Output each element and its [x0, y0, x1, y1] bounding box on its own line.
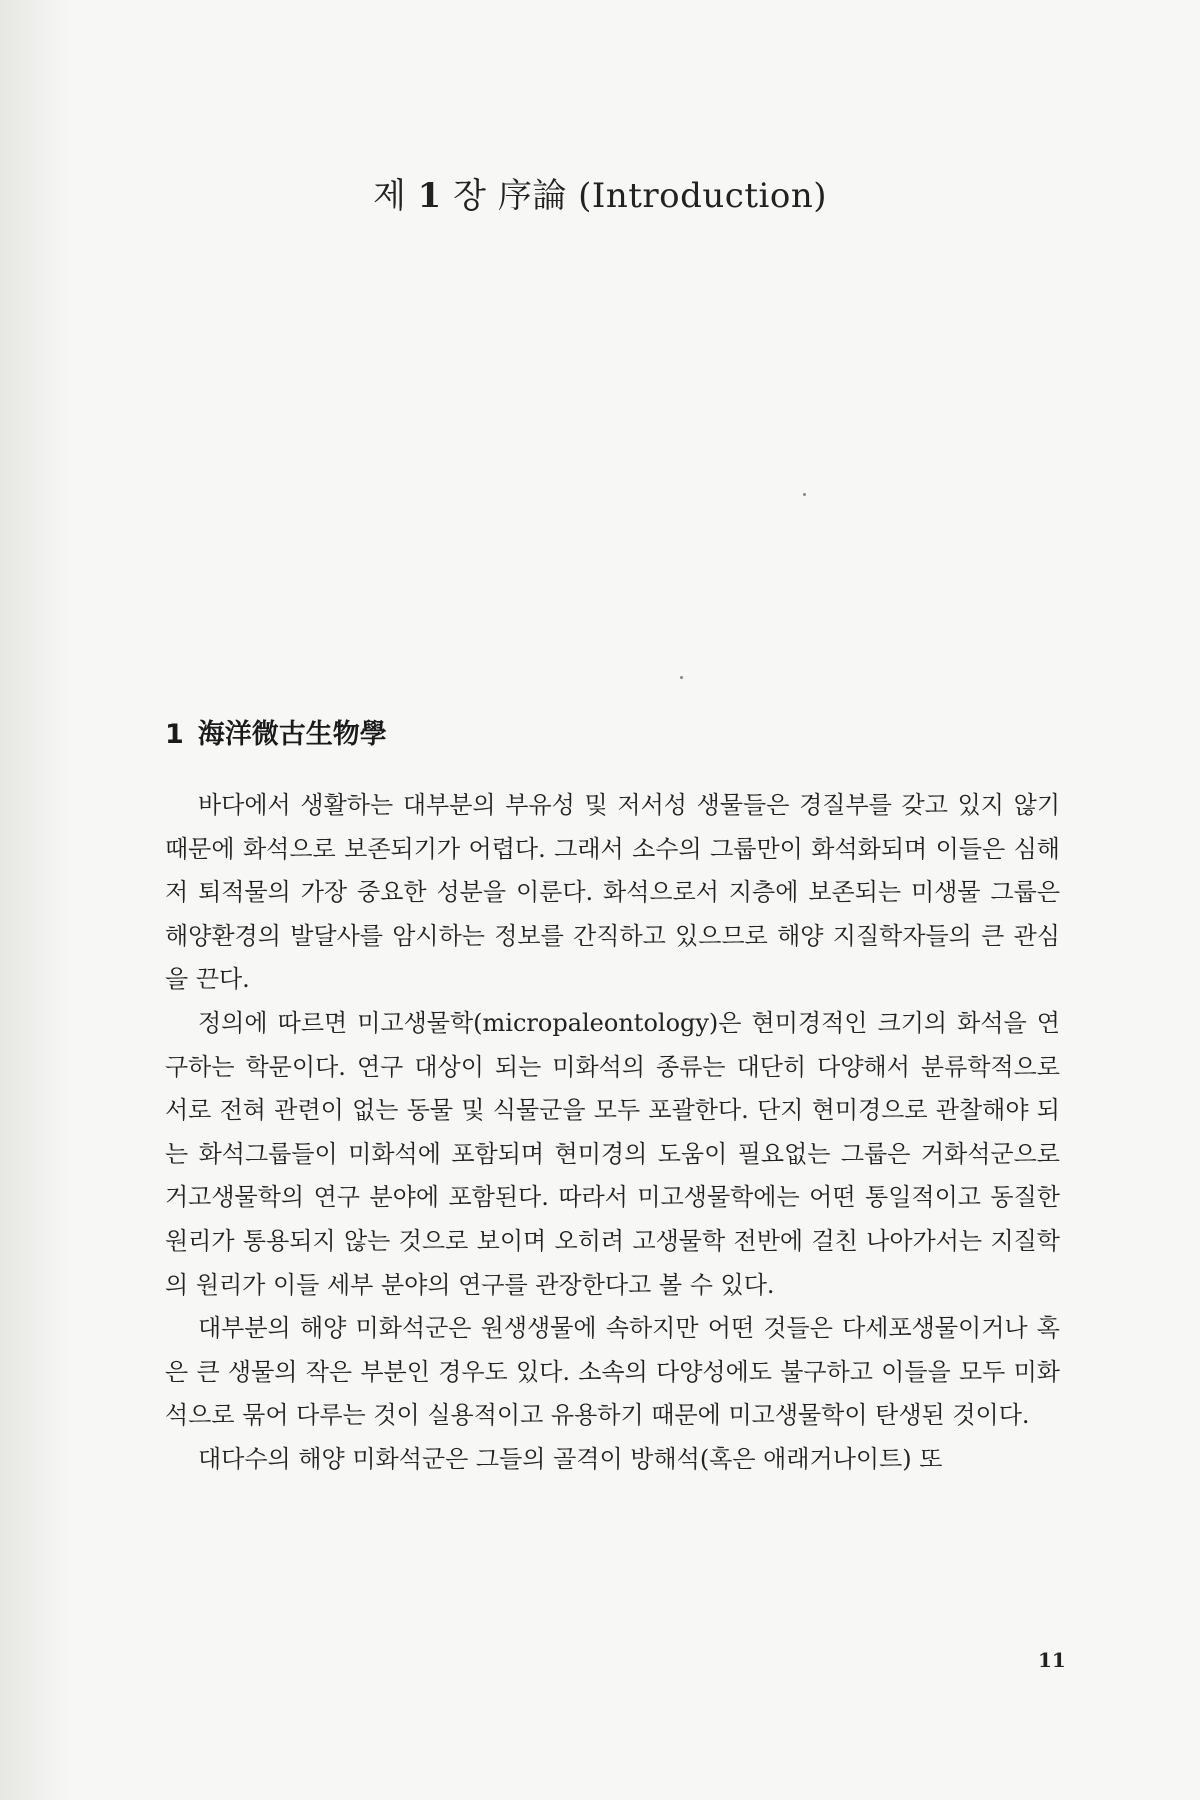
scan-speck	[803, 493, 806, 496]
chapter-number: 1	[417, 176, 442, 216]
paragraph: 대부분의 해양 미화석군은 원생생물에 속하지만 어떤 것들은 다세포생물이거나 혹은 큰 생물의 작은 부분인 경우도 있다. 소속의 다양성에도 불구하고 이들을 모두 미화석으로 묶어 다루는 것이 실용적이고 유용하기 때문에 미고생물학이 탄생된 것이다.	[165, 1314, 1060, 1430]
scan-speck	[680, 676, 683, 679]
section-title: 海洋微古生物學	[197, 719, 387, 750]
chapter-label-suffix: 장	[453, 176, 487, 216]
paragraph: 바다에서 생활하는 대부분의 부유성 및 저서성 생물들은 경질부를 갖고 있지 않기 때문에 화석으로 보존되기가 어렵다. 그래서 소수의 그룹만이 화석화되며 이들은 심해저 퇴적물의 가장 중요한 성분을 이룬다. 화석으로서 지층에 보존되는 미생물 그룹은 해양환경의 발달사를 암시하는 정보를 간직하고 있으므로 해양 지질학자들의 큰 관심을 끈다.	[165, 791, 1060, 994]
chapter-title-text: 序論 (Introduction)	[497, 176, 827, 216]
section-number: 1	[165, 719, 184, 750]
chapter-title	[0, 168, 1200, 217]
page-edge-shadow	[0, 0, 70, 1800]
chapter-label-prefix: 제	[373, 176, 407, 216]
section-heading	[165, 712, 387, 751]
body-text	[165, 784, 1060, 1482]
page-number: 11	[1038, 1648, 1066, 1672]
paragraph: 대다수의 해양 미화석군은 그들의 골격이 방해석(혹은 애래거나이트) 또	[198, 1444, 943, 1473]
paragraph: 정의에 따르면 미고생물학(micropaleontology)은 현미경적인 크기의 화석을 연구하는 학문이다. 연구 대상이 되는 미화석의 종류는 대단히 다양해서 분류학적으로 서로 전혀 관련이 없는 동물 및 식물군을 모두 포괄한다. 단지 현미경으로 관찰해야 되는 화석그룹들이 미화석에 포함되며 현미경의 도움이 필요없는 그룹은 거화석군으로 거고생물학의 연구 분야에 포함된다. 따라서 미고생물학에는 어떤 통일적이고 동질한 원리가 통용되지 않는 것으로 보이며 오히려 고생물학 전반에 걸친 나아가서는 지질학의 원리가 이들 세부 분야의 연구를 관장한다고 볼 수 있다.	[165, 1008, 1060, 1299]
